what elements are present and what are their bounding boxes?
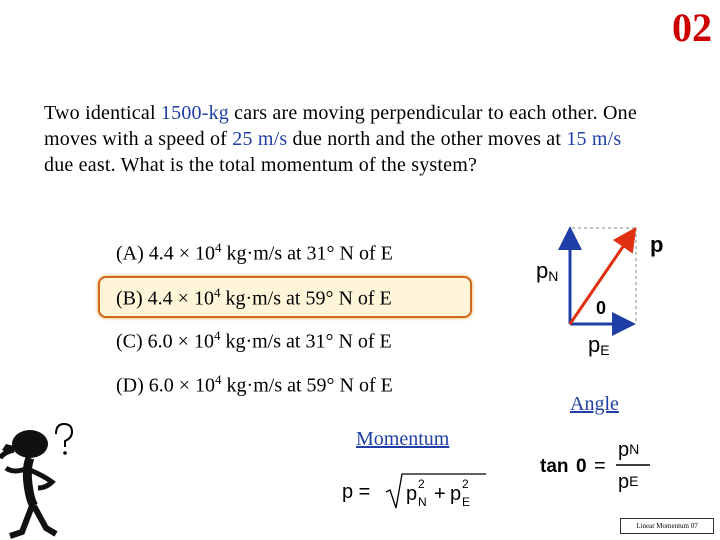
p-vector-label: p — [650, 232, 664, 257]
question-text — [44, 100, 644, 178]
svg-text:2: 2 — [418, 477, 425, 491]
svg-text:pE: pE — [618, 471, 639, 493]
question-part: due north and the other moves at — [287, 128, 567, 150]
momentum-vector-diagram — [520, 220, 680, 360]
angle-label[interactable]: Angle — [570, 393, 619, 415]
question-part: Two identical — [44, 102, 161, 124]
pn-vector-label: pN — [536, 258, 559, 284]
svg-text:N: N — [418, 495, 427, 509]
svg-text:0: 0 — [576, 456, 587, 477]
speed-north-value: 25 m/s — [232, 128, 288, 150]
svg-text:E: E — [462, 495, 471, 509]
choice-c[interactable]: (C) $6.0 \times 10^4$ kg·m/s at 31° N of E — [116, 328, 392, 353]
momentum-magnitude-formula — [340, 468, 490, 518]
tangent-angle-formula — [536, 432, 676, 500]
speed-east-value: 15 m/s — [566, 128, 622, 150]
question-part: cars are moving perpendicular to each other. One moves with a speed of — [44, 102, 637, 150]
svg-text:2: 2 — [462, 477, 469, 491]
svg-text:p =: p = — [342, 481, 371, 503]
pe-vector-label: pE — [588, 332, 610, 358]
slide-number: 02 — [672, 5, 712, 50]
choice-b[interactable]: (B) $4.4 \times 10^4$ kg·m/s at 59° N of E — [116, 285, 392, 310]
angle-symbol: 0 — [596, 298, 607, 318]
choice-a[interactable]: (A) $4.4 \times 10^4$ kg·m/s at 31° N of E — [116, 240, 393, 265]
choice-d[interactable]: (D) $6.0 \times 10^4$ kg·m/s at 59° N of E — [116, 372, 393, 397]
svg-text:tan: tan — [540, 456, 569, 477]
svg-text:=: = — [594, 455, 606, 477]
svg-text:p: p — [406, 483, 418, 505]
footer-note: Linear Momentum 07 — [620, 518, 714, 534]
svg-text:p: p — [450, 483, 462, 505]
svg-text:+: + — [434, 483, 446, 505]
momentum-label[interactable]: Momentum — [356, 428, 450, 450]
mass-value: 1500-kg — [160, 102, 229, 124]
thinking-figure-icon — [0, 410, 90, 540]
svg-text:pN: pN — [618, 439, 640, 461]
question-part: due east. What is the total momentum of the system? — [44, 154, 478, 176]
